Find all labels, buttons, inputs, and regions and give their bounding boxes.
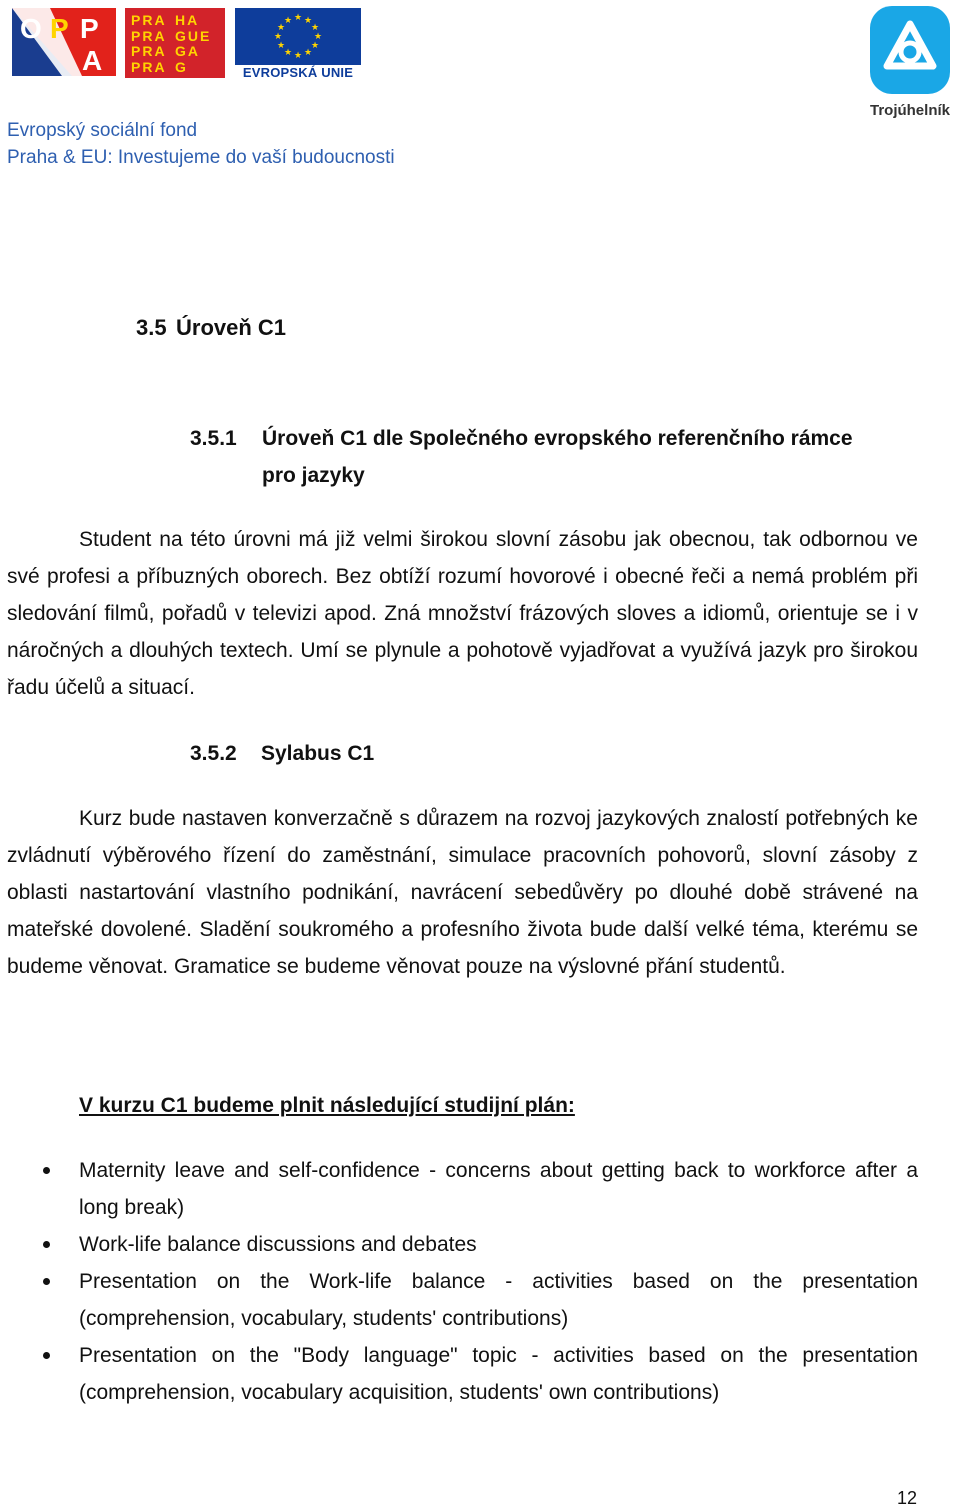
subsection-2-paragraph: Kurz bude nastaven konverzačně s důrazem na rozvoj jazykových znalostí potřebných ke zvládnutí výběrového řízení do zaměstnání, simulace pracovních pohovorů, slovní zásoby z oblasti nastartování vlastního podnikání, navrácení sebedůvěry po dlouhé době strávené na mateřské dovolené. Sladění soukromého a profesního života bude další velké téma, kterému se budeme věnovat. Gramatice se budeme věnovat pouze na výslovné přání studentů. [7,807,918,978]
subsection-2-number: 3.5.2 [190,742,237,765]
svg-text:P: P [50,13,69,44]
opp-logo-graphic [12,8,116,76]
list-item-text: Presentation on the Work-life balance - activities based on the presentation (comprehension, vocabulary, students' contributions) [79,1270,918,1330]
svg-text:★: ★ [276,23,286,33]
praha-text: PRA [131,58,167,75]
svg-text:★: ★ [303,48,313,58]
trojuhelnik-icon [862,2,958,100]
bullet-icon [43,1241,50,1248]
section-title: Úroveň C1 [176,315,287,340]
svg-text:P: P [80,13,99,44]
praha-text: GUE [175,27,212,44]
praha-text: PRA [131,43,167,59]
trojuhelnik-logo [862,2,958,126]
svg-text:★: ★ [313,32,323,42]
svg-text:★: ★ [293,51,303,61]
subsection-1-paragraph: Student na této úrovni má již velmi širokou slovní zásobu jak obecnou, tak odbornou ve své profesi a příbuzných oborech. Bez obtíží rozumí hovorové i obecné řeči a nemá problém při sledování filmů, pořadů v televizi apod. Zná množství frázových sloves a idiomů, orientuje se i v náročných a dlouhých textech. Umí se plynule a pohotově vyjadřovat a využívá jazyk pro širokou řadu účelů a situací. [7,528,918,699]
subsection-1-number: 3.5.1 [190,427,237,450]
svg-text:★: ★ [293,13,303,23]
list-item [0,1226,918,1263]
trojuhelnik-label: Trojúhelník [869,102,950,119]
bullet-icon [43,1167,50,1174]
praha-logo [125,8,225,78]
svg-text:A: A [82,45,103,76]
esf-header [7,117,395,171]
praha-text: PRA [131,27,167,44]
praha-text: PRA [131,12,167,28]
opp-logo [12,8,116,76]
list-item-text: Presentation on the "Body language" topic - activities based on the presentation (comprehension, vocabulary acquisition, students' own contributions) [79,1344,918,1404]
svg-text:★: ★ [276,41,286,51]
esf-line-1: Evropský sociální fond [7,120,198,141]
praha-text: GA [175,43,200,59]
section-number: 3.5 [136,315,167,340]
svg-text:★: ★ [303,16,313,26]
list-item [0,1337,918,1411]
praha-text: G [175,58,188,75]
subsection-2-title: Sylabus C1 [261,742,375,765]
svg-text:O: O [20,13,42,44]
bullet-icon [43,1352,50,1359]
eu-flag-icon [235,8,361,65]
svg-text:★: ★ [310,41,320,51]
svg-text:★: ★ [283,48,293,58]
eu-logo-label: EVROPSKÁ UNIE [242,65,354,80]
praha-text: HA [175,12,200,28]
svg-text:★: ★ [273,32,283,42]
subsection-1-title-line-2: pro jazyky [262,464,365,487]
subsection-1-title [262,420,918,494]
eu-logo [235,8,361,80]
bullet-icon [43,1278,50,1285]
list-item [0,1152,918,1226]
list-item-text: Maternity leave and self-confidence - concerns about getting back to workforce after a long break) [79,1159,918,1219]
esf-line-2: Praha & EU: Investujeme do vaší budoucnosti [7,147,395,168]
eu-stars-icon [235,8,361,65]
svg-text:★: ★ [283,16,293,26]
praha-logo-text [131,13,219,75]
study-plan-heading: V kurzu C1 budeme plnit následující studijní plán: [79,1094,575,1117]
list-item-text: Work-life balance discussions and debates [79,1233,477,1256]
page-number: 12 [897,1488,918,1508]
subsection-1-title-line-1: Úroveň C1 dle Společného evropského referenčního rámce [262,427,853,450]
study-plan-list [0,1152,918,1411]
list-item [0,1263,918,1337]
svg-text:★: ★ [310,23,320,33]
